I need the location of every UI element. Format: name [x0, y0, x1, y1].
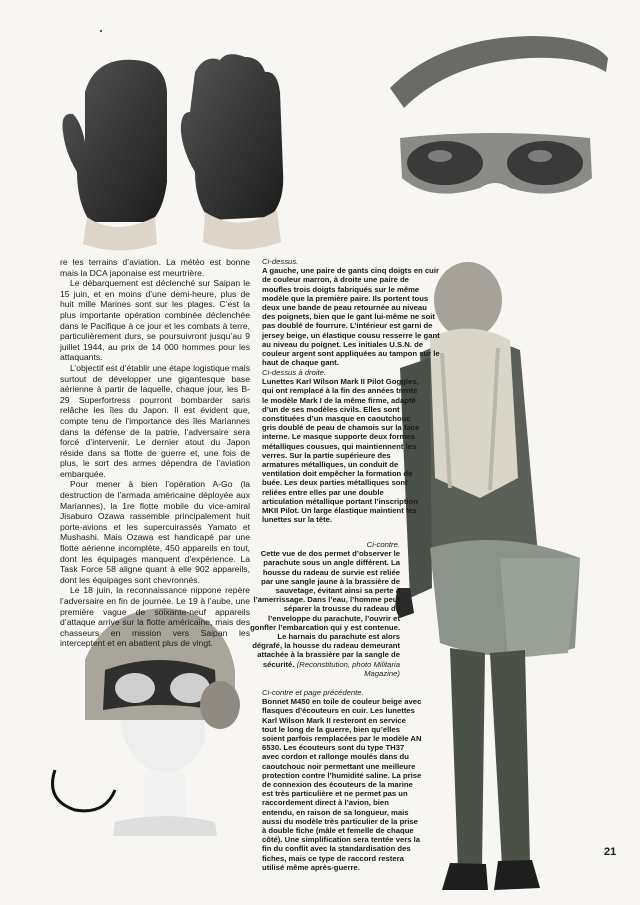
body-paragraph: Pour mener à bien l’opération A-Go (la destruction de l’armada américaine déployée aux Mariannes), la 1re flotte mobile du vice-amiral Jisaburo Ozawa rassemble principalement huit porte-avions et les supercuirassés Yamato et Mushashi. Mais Ozawa est handicapé par une flotte aérienne incomplète, 450 appareils en tout, dont les équipages manquent d’expérience. La Task Force 58 aligne quant à elle 902 appareils, dont les équipages sont chevronnés. [60, 479, 250, 585]
speck [100, 30, 102, 32]
photo-credit: (Reconstitution, photo Militaria Magazine) [296, 659, 400, 678]
body-paragraph: re les terrains d’aviation. La météo est bonne mais la DCA japonaise est meurtrière. [60, 257, 250, 278]
caption-title: Ci-dessus à droite. [262, 368, 327, 377]
caption-text: Cette vue de dos permet d’observer le parachute sous un angle différent. La housse du radeau de survie est reliée par une sangle jaune à la brassière de sauvetage, évitant ainsi sa perte à l’amerrissage. Dans l’eau, l’homme peut séparer la trousse du radeau de l’enveloppe du parachute, l’ouvrir et gonfler l’embarcation qui y est contenue. Le harnais du parachute est alors dégrafé, la housse du radeau demeurant attachée à la brassière par la sangle de sécurité. [250, 549, 400, 669]
caption-title: Ci-contre. [366, 540, 400, 549]
caption-parachute [250, 540, 400, 678]
body-paragraph: Le 18 juin, la reconnaissance nippone repère l’adversaire en fin de journée. Le 19 à l’aube, une première vague de soixante-neuf appareils d’attaque arrive sur la flotte américaine, mais des chasseurs en mission vers Saipan les interceptent et en abattent plus de vingt. [60, 585, 250, 649]
caption-text: Lunettes Karl Wilson Mark II Pilot Goggles, qui ont remplacé à la fin des années trente le modèle Mark I de la même firme, adapté d’un de ses modèles civils. Elles sont constituées d’un masque en caoutchouc gris doublé de peau de chamois sur la face interne. Le masque supporte deux formes métalliques cousues, qui maintiennent les verres. Sur la partie supérieure des armatures métalliques, un conduit de ventilation doit empêcher la formation de buée. Les deux parties métalliques sont reliées entre elles par une double articulation métallique portant l’inscription MKII Pilot. Un large élastique maintient les lunettes sur la tête. [262, 377, 420, 525]
page-number: 21 [604, 846, 617, 858]
caption-text: Bonnet M450 en toile de couleur beige avec flasques d’écouteurs en cuir. Les lunettes Karl Wilson Mark II resteront en service tout le long de la guerre, bien qu’elles soient parfois remplacées par le modèle AN 6530. Les écouteurs sont du type TH37 avec cordon et rallonge moulés dans du caoutchouc noir permettant une meilleure protection contre l’humidité saline. La prise de connexion des écouteurs de la marine est très particulière et ne permet pas un raccordement direct à l’avion, bien entendu, en raison de sa longueur, mais aussi du modèle très particulier de la prise à double fiche (mâle et femelle de chaque côté). Une simplification sera tentée vers la fin du conflit avec la standardisation des fiches, mais ce type de raccord restera utilisé même après-guerre. [262, 697, 422, 872]
caption-text: A gauche, une paire de gants cinq doigts en cuir de couleur marron, à droite une paire de moufles trois doigts fabriqués sur le même modèle que la première paire. Ils portent tous deux une bande de peau retournée au niveau des poignets, bien que le gant lui-même ne soit pas doublé de fourrure. L’intérieur est garni de jersey beige, un élastique cousu resserre le gant au niveau du poignet. Les initiales U.S.N. de couleur argent sont appliquées au tampon sur le haut de chaque gant. [262, 266, 440, 368]
caption-helmet [262, 688, 422, 872]
caption-title: Ci-dessus. [262, 257, 299, 266]
body-paragraph: L’objectif est d’établir une étape logistique mais surtout de développer une gigantesque base aérienne à partir de laquelle, chaque jour, les B-29 Superfortress pourront bombarder sans relâche les îles du Japon. Il est évident que, compte tenu de l’importance des îles Mariannes dans la défense de la patrie, l’adversaire sera forcé d’intervenir. Le dernier atout du Japon réside dans sa flotte de guerre et, une fois de plus, le sort des armes dépendra de l’aviation embarquée. [60, 362, 250, 479]
body-paragraph: Le débarquement est déclenché sur Saipan le 15 juin, et en moins d’une demi-heure, plus de huit mille Marines sont sur les plages. C’est la plus importante opération combinée déclenchée dans le Pacifique à ce jour et les combats à terre, particulièrement durs, se poursuivront jusqu’au 9 juillet 1944, au prix de 14 000 hommes pour les attaquants. [60, 278, 250, 363]
caption-goggles [262, 368, 424, 524]
gloves-photo [55, 52, 305, 252]
caption-title: Ci-contre et page précédente. [262, 688, 364, 697]
main-article-column [60, 257, 250, 649]
goggles-photo [380, 28, 610, 218]
caption-gloves [262, 257, 440, 367]
